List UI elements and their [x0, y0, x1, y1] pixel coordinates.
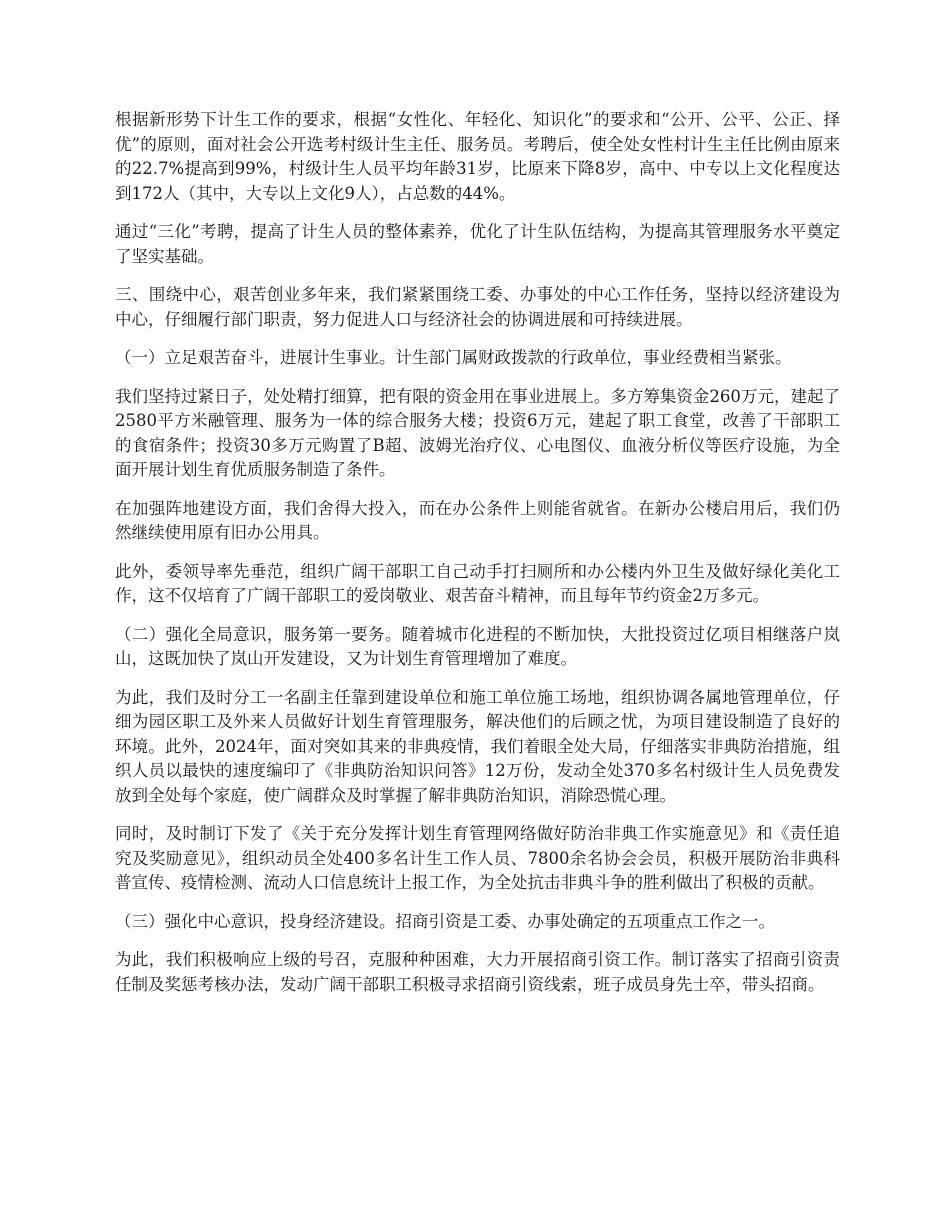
paragraph-3: 三、围绕中心，艰苦创业多年来，我们紧紧围绕工委、办事处的中心工作任务，坚持以经济建设为中心，仔细履行部门职责，努力促进人口与经济社会的协调进展和可持续进展。	[115, 285, 840, 329]
paragraph-12: 为此，我们积极响应上级的号召，克服种种困难，大力开展招商引资工作。制订落实了招商引资责任制及奖惩考核办法，发动广阔干部职工积极寻求招商引资线索，班子成员身先士卒，带头招商。	[115, 950, 840, 994]
paragraph-4: （一）立足艰苦奋斗，进展计生事业。计生部门属财政拨款的行政单位，事业经费相当紧张。	[115, 348, 792, 367]
paragraph-10: 同时，及时制订下发了《关于充分发挥计划生育管理网络做好防治非典工作实施意见》和《责任追究及奖励意见》，组织动员全处400多名计生工作人员、7800余名协会会员，积极开展防治非典科普宣传、疫情检测、流动人口信息统计上报工作，为全处抗击非典斗争的胜利做出了积极的贡献。	[115, 824, 840, 892]
paragraph-9: 为此，我们及时分工一名副主任靠到建设单位和施工单位施工场地，组织协调各属地管理单位，仔细为园区职工及外来人员做好计划生育管理服务，解决他们的后顾之忧，为项目建设制造了良好的环境。此外，2024年，面对突如其来的非典疫情，我们着眼全处大局，仔细落实非典防治措施，组织人员以最快的速度编印了《非典防治知识问答》12万份，发动全处370多名村级计生人员免费发放到全处每个家庭，使广阔群众及时掌握了解非典防治知识，消除恐慌心理。	[115, 687, 840, 805]
paragraph-11: （三）强化中心意识，投身经济建设。招商引资是工委、办事处确定的五项重点工作之一。	[115, 911, 775, 931]
paragraph-5: 我们坚持过紧日子，处处精打细算，把有限的资金用在事业进展上。多方筹集资金260万元，建起了2580平方米融管理、服务为一体的综合服务大楼；投资6万元，建起了职工食堂，改善了干部职工的食宿条件；投资30多万元购置了B超、波姆光治疗仪、心电图仪、血液分析仪等医疗设施，为全面开展计划生育优质服务制造了条件。	[115, 386, 840, 479]
paragraph-1: 根据新形势下计生工作的要求，根据“女性化、年轻化、知识化”的要求和“公开、公平、公正、择优”的原则，面对社会公开选考村级计生主任、服务员。考聘后，使全处女性村计生主任比例由原来的22.7%提高到99%，村级计生人员平均年龄31岁，比原来下降8岁，高中、中专以上文化程度达到172人（其中，大专以上文化9人），占总数的44%。	[115, 110, 840, 203]
paragraph-6: 在加强阵地建设方面，我们舍得大投入，而在办公条件上则能省就省。在新办公楼启用后，我们仍然继续使用原有旧办公用具。	[115, 498, 840, 542]
paragraph-7: 此外，委领导率先垂范，组织广阔干部职工自己动手打扫厕所和办公楼内外卫生及做好绿化美化工作，这不仅培育了广阔干部职工的爱岗敬业、艰苦奋斗精神，而且每年节约资金2万多元。	[115, 561, 840, 605]
document-body	[115, 108, 840, 1011]
paragraph-8: （二）强化全局意识，服务第一要务。随着城市化进程的不断加快，大批投资过亿项目相继落户岚山，这既加快了岚山开发建设，又为计划生育管理增加了难度。	[115, 624, 840, 668]
paragraph-2: 通过“三化”考聘，提高了计生人员的整体素养，优化了计生队伍结构，为提高其管理服务水平奠定了坚实基础。	[115, 222, 840, 266]
